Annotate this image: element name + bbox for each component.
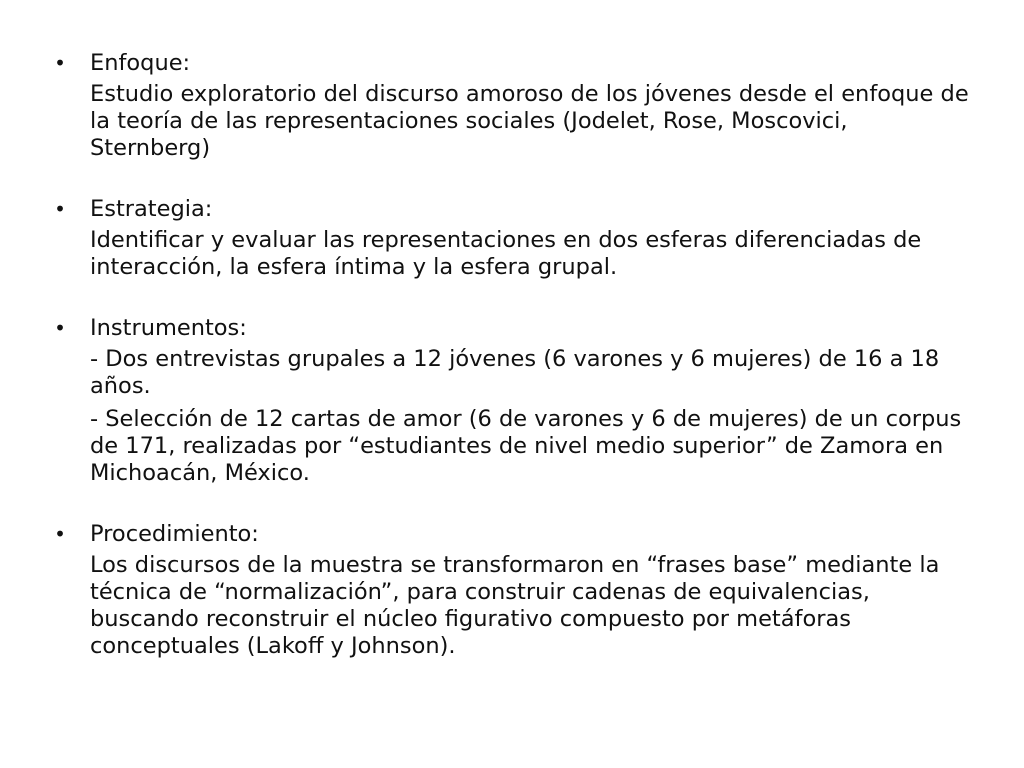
bullet-icon: • [54, 316, 66, 340]
bullet-item-procedimiento [54, 519, 970, 549]
section-estrategia [54, 194, 970, 281]
section-heading: Estrategia: [90, 196, 213, 222]
bullet-item-enfoque [54, 48, 970, 78]
section-paragraph: Los discursos de la muestra se transformaron en “frases base” mediante la técnica de “normalización”, para construir cadenas de equivalencias, buscando reconstruir el núcleo figurativo compuesto por metáforas conceptuales (Lakoff y Johnson). [90, 552, 940, 659]
bullet-item-instrumentos [54, 313, 970, 343]
section-heading: Instrumentos: [90, 315, 247, 341]
section-heading: Procedimiento: [90, 521, 259, 547]
section-instrumentos [54, 313, 970, 487]
bullet-icon: • [54, 197, 66, 221]
bullet-icon: • [54, 51, 66, 75]
section-paragraph: Estudio exploratorio del discurso amoroso de los jóvenes desde el enfoque de la teoría de las representaciones sociales (Jodelet, Rose, Moscovici, Sternberg) [90, 81, 969, 161]
bullet-icon: • [54, 522, 66, 546]
bullet-item-estrategia [54, 194, 970, 224]
section-procedimiento [54, 519, 970, 660]
section-enfoque [54, 48, 970, 162]
section-paragraph: - Dos entrevistas grupales a 12 jóvenes (6 varones y 6 mujeres) de 16 a 18 años. [90, 346, 940, 399]
section-paragraph: Identificar y evaluar las representaciones en dos esferas diferenciadas de interacción, la esfera íntima y la esfera grupal. [90, 227, 922, 280]
slide-body [54, 48, 970, 660]
section-heading: Enfoque: [90, 50, 191, 76]
section-paragraph: - Selección de 12 cartas de amor (6 de varones y 6 de mujeres) de un corpus de 171, realizadas por “estudiantes de nivel medio superior” de Zamora en Michoacán, México. [90, 406, 962, 486]
